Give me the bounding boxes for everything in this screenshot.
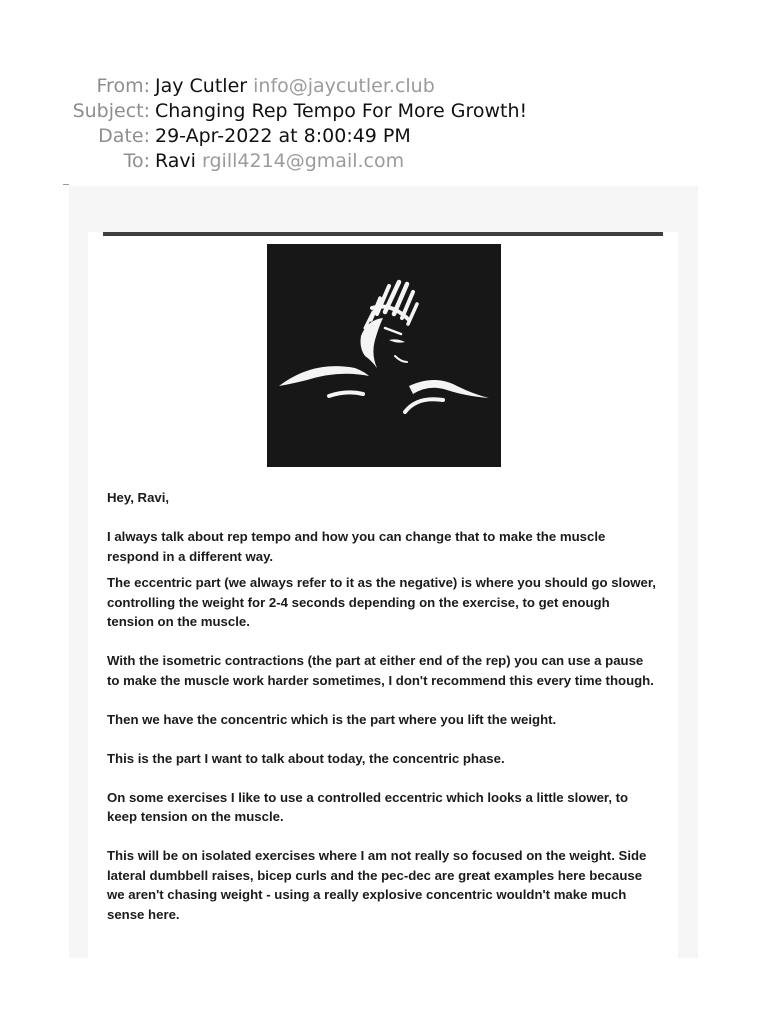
paragraph: The eccentric part (we always refer to it as the negative) is where you should go slower, controlling the weight for 2-4 seconds depending on the exercise, to get enough tension on the muscle. [107,575,656,629]
subject-value: Changing Rep Tempo For More Growth! [155,100,528,122]
to-value [155,149,404,174]
subject-row [0,99,768,124]
top-divider-bar [103,232,663,236]
email-body-text [107,488,657,924]
subject-label: Subject: [72,100,150,122]
greeting: Hey, Ravi, [107,490,170,505]
paragraph: This will be on isolated exercises where I am not really so focused on the weight. Side lateral dumbbell raises, bicep curls and the pec-dec are great examples here because we aren't chasing weight - using a really explosive concentric wouldn't make much sense here. [107,848,647,922]
from-label: From: [96,75,150,97]
brand-logo [267,244,501,467]
to-row [0,149,768,174]
email-content-card [88,232,678,958]
paragraph: This is the part I want to talk about today, the concentric phase. [107,750,505,766]
paragraph: On some exercises I like to use a controlled eccentric which looks a little slower, to keep tension on the muscle. [107,789,629,824]
paragraph: With the isometric contractions (the part at either end of the rep) you can use a pause to make the muscle work harder sometimes, I don't recommend this every time though. [107,653,654,688]
paragraph: I always talk about rep tempo and how you can change that to make the muscle respond in a different way. [107,529,606,564]
from-value [155,74,435,99]
date-label: Date: [98,125,150,147]
email-header [0,74,768,174]
paragraph: Then we have the concentric which is the part where you lift the weight. [107,711,557,727]
sender-email[interactable]: info@jaycutler.club [253,75,435,97]
recipient-email[interactable]: rgill4214@gmail.com [202,150,405,172]
from-row [0,74,768,99]
email-body-container [69,186,698,958]
to-label: To: [123,150,150,172]
bodybuilder-silhouette-icon [267,244,501,467]
header-divider-mark [63,184,69,185]
recipient-name: Ravi [155,150,196,172]
date-row [0,124,768,149]
date-value: 29-Apr-2022 at 8:00:49 PM [155,125,411,147]
sender-name: Jay Cutler [155,75,248,97]
